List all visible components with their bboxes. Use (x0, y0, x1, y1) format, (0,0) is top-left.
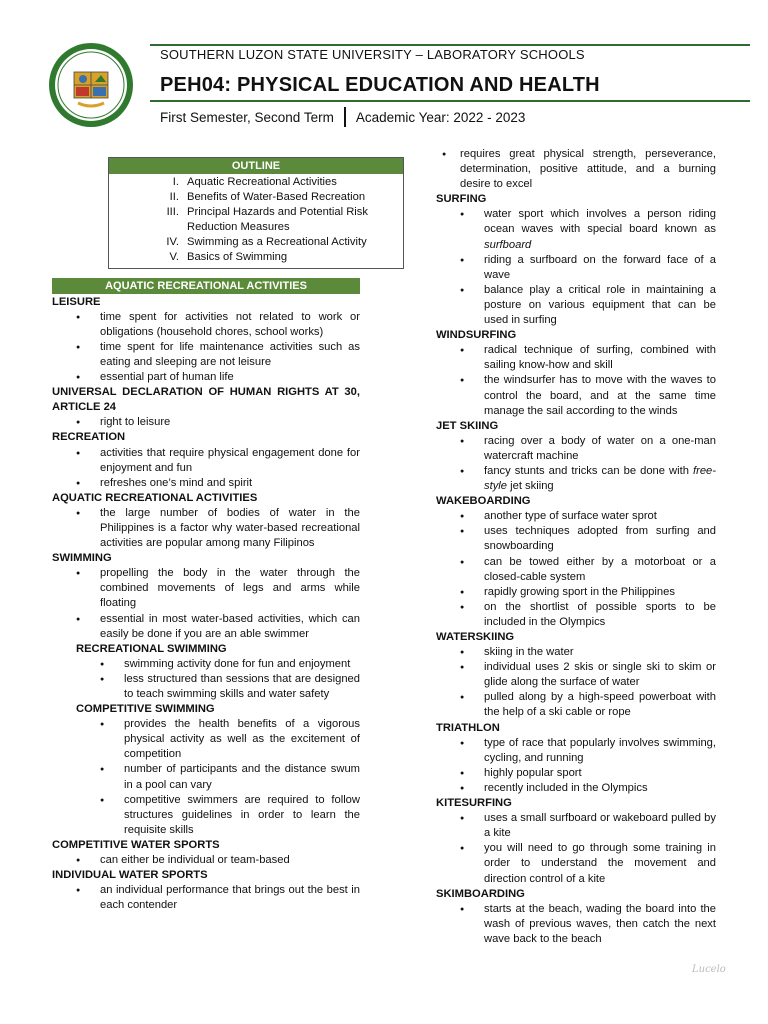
outline-item (109, 250, 403, 265)
outline-item (109, 235, 403, 250)
header-top-rule (150, 44, 750, 46)
term-heading: WAKEBOARDING (436, 495, 531, 508)
bullet-item (436, 207, 716, 252)
outline-item-number: I. (172, 176, 179, 188)
bullet-item: ● can either be individual or team-based (52, 853, 360, 868)
italic-term: free-style (484, 464, 716, 493)
bullet-item: ● radical technique of surfing, combined with sailing know-how and skill (436, 343, 716, 373)
term-heading: KITESURFING (436, 797, 512, 810)
term-heading: INDIVIDUAL WATER SPORTS (52, 869, 208, 882)
outline-item-number: II. (169, 191, 179, 204)
university-name: SOUTHERN LUZON STATE UNIVERSITY – LABORATORY SCHOOLS (160, 47, 585, 62)
bullet-item: ● essential part of human life (52, 370, 360, 385)
bullet-item: ● skiing in the water (436, 645, 716, 660)
bullet-item: ● requires great physical strength, perseverance, determination, positive attitude, and a burning desire to excel (436, 147, 716, 192)
bullet-item: ● activities that require physical engagement done for enjoyment and fun (52, 446, 360, 476)
bullet-list (436, 736, 716, 796)
term-heading: LEISURE (52, 295, 101, 308)
bullet-list (52, 883, 360, 913)
outline-item (109, 190, 403, 205)
bullet-text: jet skiing (507, 480, 554, 493)
page-header (0, 0, 768, 140)
bullet-item: ● propelling the body in the water through the combined movements of legs and arms while floating (52, 566, 360, 611)
bullet-list (436, 902, 716, 947)
bullet-list (52, 446, 360, 491)
outline-title: OUTLINE (109, 158, 403, 174)
bullet-item: ● less structured than sessions that are designed to teach swimming skills and water safety (52, 672, 360, 702)
handwritten-signature: Lucelo (692, 964, 726, 975)
term-heading: JET SKIING (436, 419, 499, 432)
section-banner: AQUATIC RECREATIONAL ACTIVITIES (52, 278, 360, 294)
right-column (436, 147, 716, 947)
outline-item (109, 205, 403, 235)
bullet-item: ● can be towed either by a motorboat or a closed-cable system (436, 555, 716, 585)
bullet-item: ● on the shortlist of possible sports to be included in the Olympics (436, 600, 716, 630)
bullet-list (52, 717, 360, 838)
bullet-list (436, 811, 716, 886)
bullet-list (52, 657, 360, 702)
term-line (160, 107, 525, 127)
term-heading: SKIMBOARDING (436, 887, 525, 900)
bullet-list (436, 434, 716, 494)
bullet-list (436, 147, 716, 192)
subterm-heading: RECREATIONAL SWIMMING (76, 642, 227, 655)
bullet-list (52, 415, 360, 430)
bullet-text: fancy stunts and tricks can be done with (484, 464, 693, 477)
bullet-item: ● provides the health benefits of a vigorous physical activity as well as the excitement of competition (52, 717, 360, 762)
bullet-item: ● you will need to go through some training in order to understand the movement and direction control of a kite (436, 841, 716, 886)
bullet-list (436, 207, 716, 328)
bullet-list (52, 506, 360, 551)
bullet-item: ● balance play a critical role in maintaining a posture on various equipment that can be used in surfing (436, 283, 716, 328)
bullet-list (436, 509, 716, 630)
bullet-item: ● the large number of bodies of water in the Philippines is a factor why water-based recreational activities are popular among many Filipinos (52, 506, 360, 551)
outline-item-text: Basics of Swimming (187, 251, 288, 264)
term-separator (344, 107, 346, 127)
bullet-item: ● time spent for activities not related to work or obligations (household chores, school works) (52, 310, 360, 340)
bullet-text: water sport which involves a person riding ocean waves with special board known as (484, 208, 716, 236)
term-heading: TRIATHLON (436, 721, 500, 734)
term-heading: UNIVERSAL DECLARATION OF HUMAN RIGHTS AT 30, ARTICLE 24 (52, 386, 360, 414)
semester-term: First Semester, Second Term (160, 109, 334, 125)
bullet-item: ● highly popular sport (436, 766, 716, 781)
outline-list (109, 174, 403, 268)
bullet-item: ● recently included in the Olympics (436, 781, 716, 796)
left-column (52, 157, 368, 913)
bullet-list (436, 645, 716, 720)
bullet-item: ● rapidly growing sport in the Philippines (436, 585, 716, 600)
bullet-item: ● type of race that popularly involves swimming, cycling, and running (436, 736, 716, 766)
bullet-item: ● an individual performance that brings out the best in each contender (52, 883, 360, 913)
academic-year: Academic Year: 2022 - 2023 (355, 109, 526, 125)
italic-term: surfboard (484, 238, 532, 251)
bullet-item: ● competitive swimmers are required to follow structures guidelines in order to learn the requisite skills (52, 793, 360, 838)
term-heading: WATERSKIING (436, 631, 515, 643)
outline-item-number: III. (166, 206, 179, 219)
bullet-item: ● racing over a body of water on a one-man watercraft machine (436, 434, 716, 464)
bullet-item: ● number of participants and the distance swum in a pool can vary (52, 762, 360, 792)
bullet-item: ● uses techniques adopted from surfing and snowboarding (436, 524, 716, 554)
bullet-item: ● riding a surfboard on the forward face of a wave (436, 253, 716, 283)
outline-item-number: V. (169, 251, 179, 264)
outline-item-text: Swimming as a Recreational Activity (187, 236, 367, 249)
outline-item-text: Aquatic Recreational Activities (187, 176, 337, 188)
bullet-item: ● individual uses 2 skis or single ski to skim or glide along the surface of water (436, 660, 716, 690)
bullet-list (52, 566, 360, 641)
bullet-item: ● essential in most water-based activities, which can easily be done if you are an able swimmer (52, 612, 360, 642)
bullet-item: ● another type of surface water sprot (436, 509, 716, 524)
term-heading: AQUATIC RECREATIONAL ACTIVITIES (52, 491, 258, 504)
term-heading: RECREATION (52, 431, 126, 444)
term-heading: COMPETITIVE WATER SPORTS (52, 838, 220, 851)
course-title: PEH04: PHYSICAL EDUCATION AND HEALTH (160, 74, 600, 96)
term-heading: SURFING (436, 193, 487, 206)
outline-item-text: Principal Hazards and Potential Risk Reduction Measures (187, 206, 368, 234)
term-heading: SWIMMING (52, 552, 112, 565)
outline-item (109, 175, 403, 190)
bullet-item: ● uses a small surfboard or wakeboard pulled by a kite (436, 811, 716, 841)
bullet-item (436, 464, 716, 494)
outline-item-text: Benefits of Water-Based Recreation (187, 191, 366, 204)
school-seal-logo (48, 42, 134, 128)
bullet-item: ● right to leisure (52, 415, 360, 430)
bullet-item: ● the windsurfer has to move with the waves to control the board, and at the same time manage the sail according to the winds (436, 373, 716, 418)
bullet-item: ● swimming activity done for fun and enjoyment (52, 657, 360, 672)
bullet-list (52, 310, 360, 385)
outline-box (108, 157, 404, 269)
term-heading: WINDSURFING (436, 329, 517, 342)
outline-item-number: IV. (166, 236, 179, 249)
bullet-item: ● starts at the beach, wading the board into the wash of previous waves, then catch the next wave back to the beach (436, 902, 716, 947)
bullet-item: ● pulled along by a high-speed powerboat with the help of a ski cable or rope (436, 690, 716, 720)
header-rule (150, 100, 750, 102)
bullet-item: ● time spent for life maintenance activities such as eating and sleeping are not leisure (52, 340, 360, 370)
bullet-item: ● refreshes one’s mind and spirit (52, 476, 360, 491)
subterm-heading: COMPETITIVE SWIMMING (76, 703, 215, 716)
bullet-list (436, 343, 716, 418)
bullet-list (52, 853, 360, 868)
